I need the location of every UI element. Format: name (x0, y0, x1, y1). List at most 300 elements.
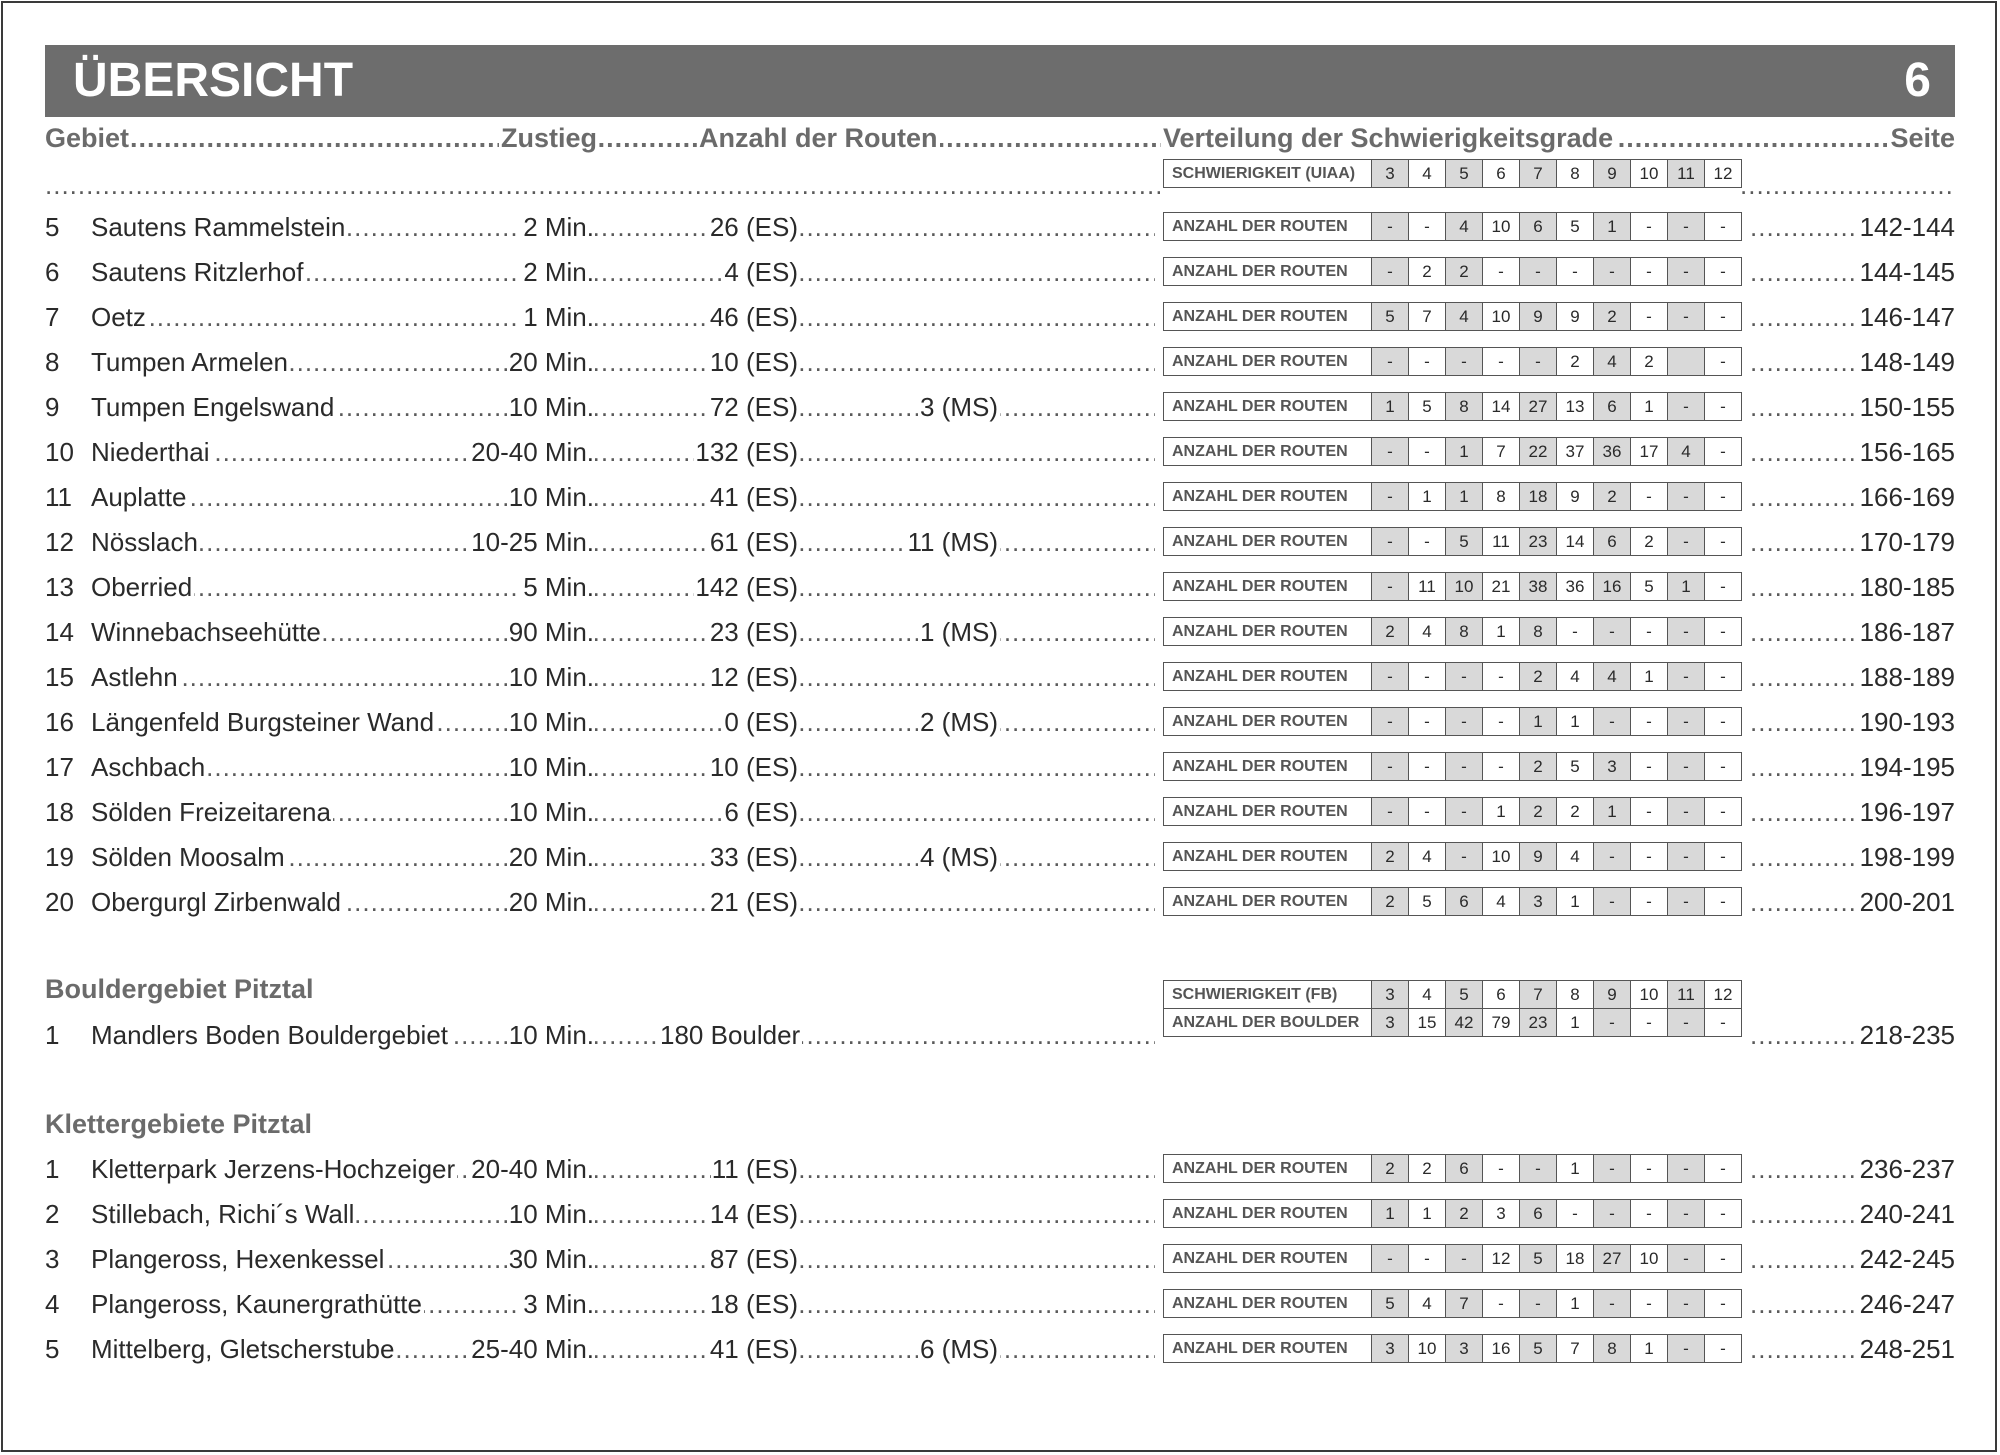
count-cell: - (1594, 843, 1631, 871)
count-cell: - (1705, 438, 1742, 466)
count-cell: 4 (1557, 843, 1594, 871)
count-cell: 2 (1409, 1155, 1446, 1183)
count-cell: - (1372, 438, 1409, 466)
es-count: 142 (ES) (695, 572, 798, 602)
routes-count-label: ANZAHL DER ROUTEN (1164, 1200, 1372, 1228)
uiaa-header-label: SCHWIERIGKEIT (UIAA) (1164, 160, 1372, 188)
count-cell: - (1594, 1155, 1631, 1183)
count-cell: 5 (1409, 393, 1446, 421)
count-cell: 2 (1631, 528, 1668, 556)
dot-leader (1750, 660, 1860, 694)
count-cell: - (1446, 843, 1483, 871)
dot-leader (1750, 840, 1860, 874)
grade-distribution-table (1163, 1244, 1742, 1273)
grade-distribution-table (1163, 527, 1742, 556)
es-count: 10 (ES) (709, 347, 798, 377)
grade-cell: 8 (1557, 981, 1594, 1009)
grade-cell: 12 (1705, 981, 1742, 1009)
count-cell: - (1668, 1290, 1705, 1318)
row-number: 11 (45, 482, 72, 512)
grade-distribution-table (1163, 302, 1742, 331)
count-cell: 1 (1631, 1335, 1668, 1363)
count-cell: 10 (1631, 1245, 1668, 1273)
count-cell: 1 (1557, 888, 1594, 916)
count-cell: 5 (1520, 1335, 1557, 1363)
count-cell: - (1483, 1290, 1520, 1318)
count-cell: 1 (1372, 393, 1409, 421)
grade-distribution-table (1163, 797, 1742, 826)
page-range: 194-195 (1859, 752, 1955, 782)
count-cell: 22 (1520, 438, 1557, 466)
zustieg-value: 25-40 Min. (471, 1334, 594, 1364)
page-range: 170-179 (1859, 527, 1955, 557)
count-cell: 2 (1446, 1200, 1483, 1228)
count-cell: 6 (1520, 213, 1557, 241)
zustieg-value: 30 Min. (508, 1244, 594, 1274)
count-cell: 2 (1557, 798, 1594, 826)
zustieg-value: 20-40 Min. (471, 1154, 594, 1184)
count-cell: 42 (1446, 1009, 1483, 1037)
page-range: 150-155 (1859, 392, 1955, 422)
count-cell: - (1668, 528, 1705, 556)
count-cell: - (1668, 798, 1705, 826)
ms-count: 11 (MS) (907, 527, 998, 557)
count-cell: - (1446, 798, 1483, 826)
row-number: 20 (45, 887, 74, 917)
grade-cell: 8 (1557, 160, 1594, 188)
zustieg-value: 20 Min. (508, 887, 594, 917)
count-cell: 1 (1557, 1009, 1594, 1037)
count-cell: - (1631, 753, 1668, 781)
es-count: 41 (ES) (709, 482, 798, 512)
zustieg-value: 10 Min. (508, 707, 594, 737)
page-range: 186-187 (1859, 617, 1955, 647)
grade-cell: 10 (1631, 981, 1668, 1009)
count-cell: - (1372, 1245, 1409, 1273)
routes-count-label: ANZAHL DER ROUTEN (1164, 798, 1372, 826)
grade-distribution-table (1163, 347, 1742, 376)
count-cell: 4 (1594, 663, 1631, 691)
row-number: 13 (45, 572, 74, 602)
count-cell: - (1483, 753, 1520, 781)
dot-leader (91, 480, 1155, 514)
dot-leader (1750, 300, 1860, 334)
count-cell: 10 (1446, 573, 1483, 601)
count-cell: - (1446, 753, 1483, 781)
es-count: 33 (ES) (709, 842, 798, 872)
count-cell: - (1446, 348, 1483, 376)
count-cell: - (1483, 708, 1520, 736)
count-cell: 4 (1557, 663, 1594, 691)
zustieg-value: 3 Min. (523, 1289, 594, 1319)
count-cell: 6 (1594, 528, 1631, 556)
count-cell: - (1520, 1155, 1557, 1183)
dot-leader (1750, 1242, 1860, 1276)
count-cell: 4 (1446, 213, 1483, 241)
page-range: 144-145 (1859, 257, 1955, 287)
count-cell: - (1668, 483, 1705, 511)
count-cell: 7 (1557, 1335, 1594, 1363)
count-cell: - (1446, 1245, 1483, 1273)
count-cell: 1 (1594, 798, 1631, 826)
page-range: 196-197 (1859, 797, 1955, 827)
grade-distribution-table (1163, 842, 1742, 871)
dot-leader (91, 570, 1155, 604)
count-cell: - (1372, 753, 1409, 781)
dot-leader (1750, 255, 1860, 289)
count-cell: 3 (1372, 1335, 1409, 1363)
page-range: 148-149 (1859, 347, 1955, 377)
count-cell: 2 (1409, 258, 1446, 286)
count-cell: - (1705, 1245, 1742, 1273)
count-cell: 1 (1446, 483, 1483, 511)
count-cell: 1 (1631, 393, 1668, 421)
area-name: Auplatte (91, 482, 187, 512)
count-cell: 1 (1483, 618, 1520, 646)
page-range: 242-245 (1859, 1244, 1955, 1274)
ms-count: 3 (MS) (920, 392, 998, 422)
dot-leader (1750, 615, 1860, 649)
count-cell: - (1705, 663, 1742, 691)
count-cell: 1 (1409, 1200, 1446, 1228)
count-cell: - (1557, 1200, 1594, 1228)
count-cell: 3 (1594, 753, 1631, 781)
count-cell: - (1668, 843, 1705, 871)
count-cell: - (1668, 1009, 1705, 1037)
count-cell: - (1409, 213, 1446, 241)
count-cell: 38 (1520, 573, 1557, 601)
page-range: 218-235 (1859, 1020, 1955, 1050)
count-cell: 8 (1446, 393, 1483, 421)
ms-count: 6 (MS) (920, 1334, 998, 1364)
routes-count-label: ANZAHL DER ROUTEN (1164, 258, 1372, 286)
area-name: Nösslach (91, 527, 198, 557)
dot-leader (91, 300, 1155, 334)
grade-cell: 5 (1446, 981, 1483, 1009)
dot-leader (1750, 705, 1860, 739)
page-range: 166-169 (1859, 482, 1955, 512)
count-cell: 4 (1483, 888, 1520, 916)
grade-cell: 12 (1705, 160, 1742, 188)
count-cell: - (1705, 483, 1742, 511)
count-cell: - (1705, 528, 1742, 556)
page-range: 146-147 (1859, 302, 1955, 332)
ms-count: 1 (MS) (920, 617, 998, 647)
count-cell: - (1631, 1155, 1668, 1183)
count-cell: 9 (1557, 483, 1594, 511)
routes-count-label: ANZAHL DER ROUTEN (1164, 1245, 1372, 1273)
area-name: Stillebach, Richi´s Wall (91, 1199, 355, 1229)
dot-leader (1750, 1287, 1860, 1321)
count-cell: 14 (1483, 393, 1520, 421)
grade-distribution-table (1163, 1289, 1742, 1318)
count-cell: - (1520, 258, 1557, 286)
row-number: 10 (45, 437, 74, 467)
dot-leader (1750, 750, 1860, 784)
count-cell: - (1668, 393, 1705, 421)
dot-leader (91, 660, 1155, 694)
count-cell: 4 (1594, 348, 1631, 376)
count-cell: - (1594, 1009, 1631, 1037)
grade-cell: 3 (1372, 160, 1409, 188)
area-name: Sautens Ritzlerhof (91, 257, 304, 287)
row-number: 15 (45, 662, 74, 692)
count-cell: 1 (1372, 1200, 1409, 1228)
count-cell: - (1705, 1335, 1742, 1363)
grade-cell: 6 (1483, 160, 1520, 188)
count-cell: - (1372, 663, 1409, 691)
zustieg-value: 10 Min. (508, 1020, 594, 1050)
count-cell: 6 (1520, 1200, 1557, 1228)
count-cell: - (1446, 708, 1483, 736)
count-cell: - (1631, 303, 1668, 331)
count-cell: - (1594, 1200, 1631, 1228)
count-cell: - (1705, 708, 1742, 736)
count-cell: - (1668, 708, 1705, 736)
count-cell: - (1631, 213, 1668, 241)
count-cell: - (1446, 663, 1483, 691)
zustieg-value: 20 Min. (508, 842, 594, 872)
count-cell: 2 (1446, 258, 1483, 286)
page-title: ÜBERSICHT (73, 54, 354, 107)
count-cell: 1 (1557, 708, 1594, 736)
fb-count-label: ANZAHL DER BOULDER (1164, 1009, 1372, 1037)
count-cell: - (1668, 888, 1705, 916)
row-number: 5 (45, 1334, 60, 1364)
count-cell: - (1409, 663, 1446, 691)
count-cell: - (1705, 573, 1742, 601)
dot-leader (1750, 1197, 1860, 1231)
count-cell: 5 (1557, 213, 1594, 241)
count-cell: - (1668, 213, 1705, 241)
count-cell: 1 (1409, 483, 1446, 511)
es-count: 21 (ES) (709, 887, 798, 917)
routes-count-label: ANZAHL DER ROUTEN (1164, 303, 1372, 331)
zustieg-value: 10 Min. (508, 482, 594, 512)
count-cell: 2 (1520, 663, 1557, 691)
count-cell: 23 (1520, 1009, 1557, 1037)
count-cell: 5 (1446, 528, 1483, 556)
area-name: Mittelberg, Gletscherstube (91, 1334, 395, 1364)
count-cell: - (1372, 483, 1409, 511)
count-cell: - (1668, 1155, 1705, 1183)
routes-count-label: ANZAHL DER ROUTEN (1164, 708, 1372, 736)
count-cell: - (1668, 663, 1705, 691)
count-cell: 4 (1668, 438, 1705, 466)
grade-distribution-table (1163, 482, 1742, 511)
count-cell: 27 (1520, 393, 1557, 421)
zustieg-value: 10 Min. (508, 752, 594, 782)
count-cell: - (1631, 1290, 1668, 1318)
ms-count: 4 (MS) (920, 842, 998, 872)
count-cell: 4 (1409, 1290, 1446, 1318)
zustieg-value: 5 Min. (523, 572, 594, 602)
row-number: 1 (45, 1154, 60, 1184)
count-cell: 37 (1557, 438, 1594, 466)
count-cell: - (1409, 708, 1446, 736)
row-number: 17 (45, 752, 74, 782)
dot-leader (1750, 480, 1860, 514)
row-number: 1 (45, 1020, 60, 1050)
es-count: 61 (ES) (709, 527, 798, 557)
area-name: Obergurgl Zirbenwald (91, 887, 342, 917)
routes-count-label: ANZAHL DER ROUTEN (1164, 213, 1372, 241)
count-cell: 11 (1409, 573, 1446, 601)
count-cell: - (1372, 798, 1409, 826)
count-cell: 21 (1483, 573, 1520, 601)
count-cell: - (1705, 258, 1742, 286)
count-cell: - (1372, 573, 1409, 601)
count-cell: - (1705, 1200, 1742, 1228)
count-cell: 5 (1409, 888, 1446, 916)
routes-count-label: ANZAHL DER ROUTEN (1164, 483, 1372, 511)
row-number: 7 (45, 302, 60, 332)
ms-count: 2 (MS) (920, 707, 998, 737)
subheader-dot-leader-right (1740, 168, 1955, 202)
count-cell: - (1705, 1155, 1742, 1183)
count-cell: - (1372, 258, 1409, 286)
count-cell: - (1483, 663, 1520, 691)
grade-cell: 9 (1594, 981, 1631, 1009)
grade-cell: 11 (1668, 160, 1705, 188)
count-cell: - (1372, 213, 1409, 241)
es-count: 11 (ES) (711, 1154, 798, 1184)
count-cell: - (1594, 708, 1631, 736)
count-cell: - (1409, 753, 1446, 781)
header-zustieg: Zustieg (499, 120, 599, 156)
count-cell: 9 (1557, 303, 1594, 331)
count-cell: - (1705, 393, 1742, 421)
page-range: 142-144 (1859, 212, 1955, 242)
count-cell: 7 (1409, 303, 1446, 331)
count-cell: 7 (1483, 438, 1520, 466)
count-cell: - (1705, 303, 1742, 331)
area-name: Sölden Freizeitarena (91, 797, 331, 827)
grade-distribution-table (1163, 437, 1742, 466)
es-count: 0 (ES) (724, 707, 798, 737)
routes-count-label: ANZAHL DER ROUTEN (1164, 843, 1372, 871)
es-count: 14 (ES) (709, 1199, 798, 1229)
area-name: Plangeross, Hexenkessel (91, 1244, 385, 1274)
area-name: Plangeross, Kaunergrathütte (91, 1289, 422, 1319)
title-bar (45, 45, 1955, 117)
page-range: 188-189 (1859, 662, 1955, 692)
count-cell: 2 (1372, 843, 1409, 871)
es-count: 12 (ES) (709, 662, 798, 692)
section-title-boulder: Bouldergebiet Pitztal (45, 974, 314, 1004)
count-cell: - (1594, 258, 1631, 286)
grade-distribution-table (1163, 887, 1742, 916)
es-count: 23 (ES) (709, 617, 798, 647)
count-cell: - (1557, 258, 1594, 286)
es-count: 4 (ES) (724, 257, 798, 287)
count-cell: - (1668, 258, 1705, 286)
count-cell: 9 (1520, 303, 1557, 331)
count-cell: 1 (1446, 438, 1483, 466)
dot-leader (1750, 1332, 1860, 1366)
count-cell: - (1594, 888, 1631, 916)
count-cell: - (1483, 348, 1520, 376)
dot-leader (1750, 885, 1860, 919)
count-cell: 10 (1483, 213, 1520, 241)
area-name: Tumpen Armelen (91, 347, 289, 377)
row-number: 18 (45, 797, 74, 827)
count-cell: 8 (1594, 1335, 1631, 1363)
count-cell: 1 (1631, 663, 1668, 691)
count-cell: - (1594, 1290, 1631, 1318)
grade-distribution-table (1163, 617, 1742, 646)
row-number: 9 (45, 392, 60, 422)
dot-leader (1750, 435, 1860, 469)
count-cell: - (1705, 1290, 1742, 1318)
routes-count-label: ANZAHL DER ROUTEN (1164, 618, 1372, 646)
count-cell: - (1409, 528, 1446, 556)
row-number: 14 (45, 617, 74, 647)
routes-count-label: ANZAHL DER ROUTEN (1164, 1155, 1372, 1183)
count-cell: 2 (1631, 348, 1668, 376)
row-number: 5 (45, 212, 60, 242)
area-name: Sautens Rammelstein (91, 212, 346, 242)
page-range: 190-193 (1859, 707, 1955, 737)
routes-count-label: ANZAHL DER ROUTEN (1164, 528, 1372, 556)
count-cell: - (1705, 753, 1742, 781)
count-cell: 7 (1446, 1290, 1483, 1318)
zustieg-value: 10 Min. (508, 662, 594, 692)
zustieg-value: 1 Min. (523, 302, 594, 332)
routes-count-label: ANZAHL DER ROUTEN (1164, 1335, 1372, 1363)
count-cell: 18 (1520, 483, 1557, 511)
count-cell: 36 (1557, 573, 1594, 601)
grade-cell: 7 (1520, 160, 1557, 188)
routes-count-label: ANZAHL DER ROUTEN (1164, 438, 1372, 466)
zustieg-value: 10-25 Min. (471, 527, 594, 557)
area-name: Oetz (91, 302, 146, 332)
dot-leader (1750, 345, 1860, 379)
grade-cell: 11 (1668, 981, 1705, 1009)
area-name: Sölden Moosalm (91, 842, 285, 872)
count-cell: 8 (1483, 483, 1520, 511)
grade-cell: 4 (1409, 981, 1446, 1009)
page-range: 240-241 (1859, 1199, 1955, 1229)
count-cell: 6 (1446, 888, 1483, 916)
count-cell: 5 (1372, 1290, 1409, 1318)
count-cell: 15 (1409, 1009, 1446, 1037)
count-cell: - (1705, 888, 1742, 916)
count-cell: - (1409, 438, 1446, 466)
count-cell: 6 (1594, 393, 1631, 421)
count-cell: 1 (1520, 708, 1557, 736)
routes-count-label: ANZAHL DER ROUTEN (1164, 348, 1372, 376)
dot-leader (1750, 210, 1860, 244)
count-cell: 2 (1520, 753, 1557, 781)
grade-distribution-table (1163, 257, 1742, 286)
dot-leader (1750, 795, 1860, 829)
count-cell: 14 (1557, 528, 1594, 556)
grade-distribution-table (1163, 392, 1742, 421)
count-cell: - (1705, 618, 1742, 646)
es-count: 10 (ES) (709, 752, 798, 782)
page-range: 248-251 (1859, 1334, 1955, 1364)
es-count: 72 (ES) (709, 392, 798, 422)
zustieg-value: 10 Min. (508, 797, 594, 827)
row-number: 19 (45, 842, 74, 872)
count-cell: 2 (1594, 303, 1631, 331)
es-count: 26 (ES) (709, 212, 798, 242)
zustieg-value: 20-40 Min. (471, 437, 594, 467)
header-gebiet: Gebiet (45, 120, 131, 156)
count-cell: 23 (1520, 528, 1557, 556)
count-cell: - (1557, 618, 1594, 646)
